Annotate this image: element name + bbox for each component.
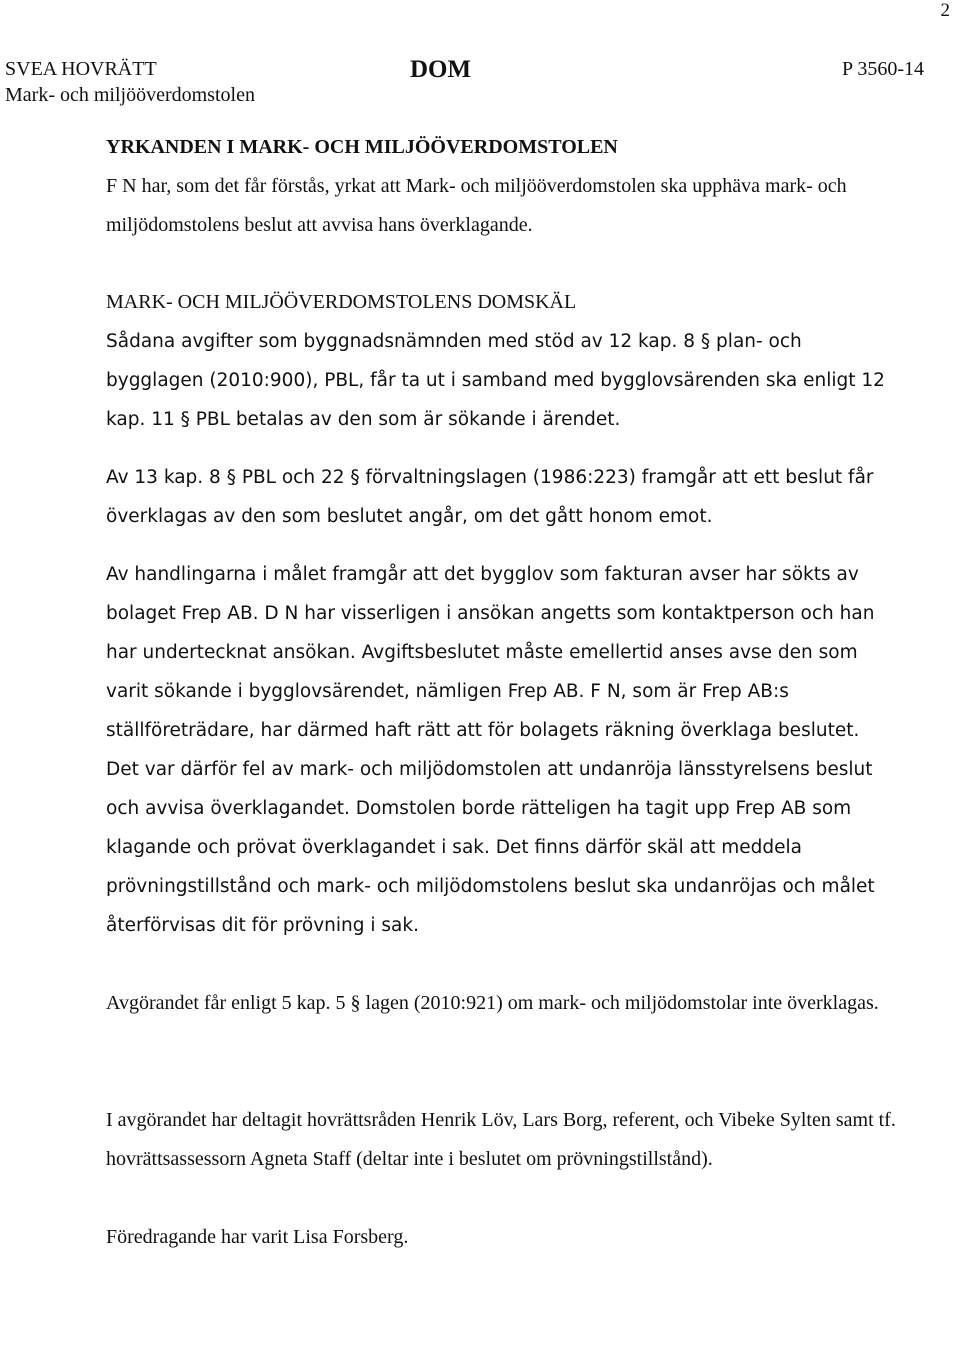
subcourt-name: Mark- och miljööverdomstolen [5,84,255,106]
court-header [5,56,255,108]
document-body [106,128,896,1257]
reasons-heading: MARK- OCH MILJÖÖVERDOMSTOLENS DOMSKÄL [106,291,577,313]
case-number: P 3560-14 [841,58,924,80]
claims-heading: YRKANDEN I MARK- OCH MILJÖÖVERDOMSTOLEN [106,136,618,158]
rapporteur-paragraph: Föredragande har varit Lisa Forsberg. [106,1226,409,1248]
participants-paragraph: I avgörandet har deltagit hovrättsråden Henrik Löv, Lars Borg, referent, och Vibeke Sylten samt tf. hovrättsassessorn Agneta Staff (deltar inte i beslutet om prövningstillstånd). [106,1109,896,1170]
reasons-paragraph-3: Av handlingarna i målet framgår att det bygglov som fakturan avser har sökts av bolaget Frep AB. D N har visserligen i ansökan angetts som kontaktperson och han har undertecknat ansökan. Avgiftsbeslutet måste emellertid anses avse den som varit sökande i bygglovsärendet, nämligen Frep AB. F N, som är Frep AB:s ställföreträdare, har därmed haft rätt att för bolagets räkning överklaga beslutet. Det var därför fel av mark- och miljödomstolen att undanröja länsstyrelsens beslut och avvisa överklagandet. Domstolen borde rätteligen ha tagit upp Frep AB som klagande och prövat överklagandet i sak. Det finns därför skäl att meddela prövningstillstånd och mark- och miljödomstolens beslut ska undanröjas och målet återförvisas dit för prövning i sak. [106,564,875,936]
document-type: DOM [410,56,472,83]
page-number: 2 [940,0,950,21]
reasons-paragraph-2: Av 13 kap. 8 § PBL och 22 § förvaltningslagen (1986:223) framgår att ett beslut får överklagas av den som beslutet angår, om det gått honom emot. [106,467,874,527]
reasons-paragraph-1: Sådana avgifter som byggnadsnämnden med stöd av 12 kap. 8 § plan- och bygglagen (2010:900), PBL, får ta ut i samband med bygglovsärenden ska enligt 12 kap. 11 § PBL betalas av den som är sökande i ärendet. [106,331,885,430]
court-name: SVEA HOVRÄTT [5,58,157,80]
appeal-note: Avgörandet får enligt 5 kap. 5 § lagen (2010:921) om mark- och miljödomstolar inte överklagas. [106,992,879,1014]
claims-paragraph: F N har, som det får förstås, yrkat att Mark- och miljööverdomstolen ska upphäva mark- och miljödomstolens beslut att avvisa hans överklagande. [106,175,847,236]
